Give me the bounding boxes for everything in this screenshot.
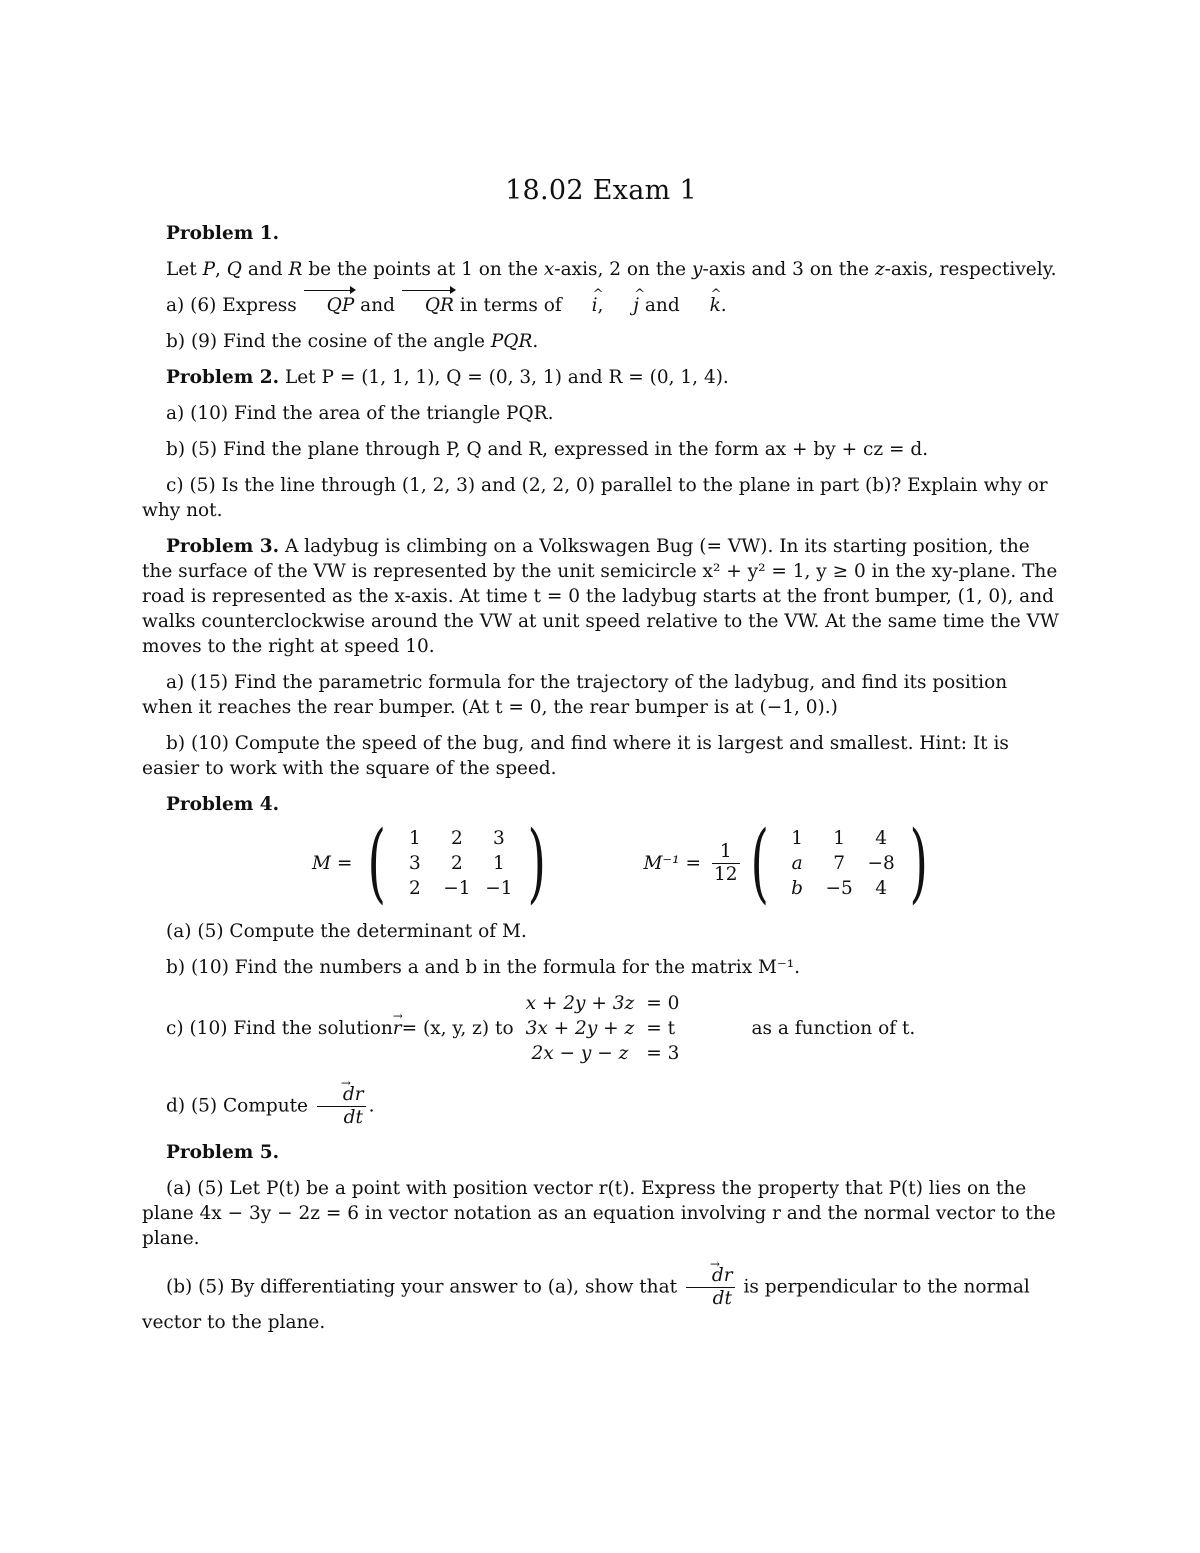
vector-qp: QP	[303, 293, 355, 318]
problem-2-part-c: c) (5) Is the line through (1, 2, 3) and (2, 2, 0) parallel to the plane in part (b)? Explain why or why not.	[142, 475, 1048, 521]
problem-4-part-c: c) (10) Find the solution r → = (x, y, z) to x + 2y + 3z = 0 3x + 2y + z = t 2x − y − z = 3 as a function of t.	[142, 991, 1060, 1066]
matrix-minv-cell: b	[791, 877, 803, 899]
problem-1-part-b: b) (9) Find the cosine of the angle PQR.	[166, 331, 539, 352]
matrix-m-row	[394, 826, 520, 851]
matrix-minv-cell: a	[791, 852, 803, 874]
matrix-minv-row	[776, 826, 902, 851]
problem-5-part-b: (b) (5) By differentiating your answer to (a), show that $\frac{dr \to}{dt}$ is perpendicular to the normal vector to the plane.	[142, 1265, 1060, 1335]
equation-lhs: 3x + 2y + z	[525, 1018, 635, 1039]
matrix-minv-cell: 4	[875, 827, 887, 849]
equation-lhs: x + 2y + 3z	[525, 993, 635, 1014]
matrix-minv-cell: 1	[833, 827, 845, 849]
matrix-minv-cell: 4	[875, 877, 887, 899]
problem-2-part-a: a) (10) Find the area of the triangle PQR.	[166, 403, 554, 424]
page-title: 18.02 Exam 1	[505, 175, 697, 206]
equation-rhs: = t	[646, 1018, 676, 1039]
vector-qr: QR	[401, 293, 454, 318]
matrix-m-cell: 1	[493, 852, 505, 874]
matrix-m-cell: 3	[493, 827, 505, 849]
matrix-m-cell: −1	[485, 877, 513, 899]
equation-lhs: 2x − y − z	[531, 1043, 629, 1064]
problem-2-intro: Problem 2. Let P = (1, 1, 1), Q = (0, 3, 1) and R = (0, 1, 4).	[166, 367, 729, 388]
problem-4-part-a: (a) (5) Compute the determinant of M.	[166, 921, 527, 942]
minv-fraction: $\frac{1}{12}$	[713, 840, 738, 885]
problem-4-heading: Problem 4.	[166, 794, 280, 815]
matrix-m-row	[394, 876, 520, 901]
matrix-minv-cell: 7	[833, 852, 845, 874]
matrix-minv-row	[776, 851, 902, 876]
system-equation	[520, 991, 686, 1016]
problem-1-heading: Problem 1.	[166, 223, 280, 244]
problem-4-part-d: d) (5) Compute $\frac{dr \to}{dt}$ .	[142, 1084, 1060, 1129]
matrix-m-cell: 2	[409, 877, 421, 899]
matrix-row: M = ( 1 2 3 3 2 1 2 −1 −1 ) M⁻¹ = $\frac{1}{12}$ ( 1 1 4 a 7 −8 b −5 4 )	[312, 813, 929, 913]
problem-5-part-a: (a) (5) Let P(t) be a point with position vector r(t). Express the property that P(t) lies on the plane 4x − 3y − 2z = 6 in vector notation as an equation involving r and the normal vector to the plane.	[142, 1178, 1056, 1249]
matrix-minv-cell: −5	[825, 877, 853, 899]
matrix-m-cell: 3	[409, 852, 421, 874]
problem-3-intro: Problem 3. A ladybug is climbing on a Volkswagen Bug (= VW). In its starting position, the the surface of the VW is represented by the unit semicircle x² + y² = 1, y ≥ 0 in the xy-plane. The road is represented as the x-axis. At time t = 0 the ladybug starts at the front bumper, (1, 0), and walks counterclockwise around the VW at unit speed relative to the VW. At the same time the VW moves to the right at speed 10.	[142, 536, 1059, 657]
equation-rhs: = 0	[646, 993, 680, 1014]
matrix-m-cell: 2	[451, 827, 463, 849]
matrix-m-row	[394, 851, 520, 876]
matrix-minv-label: M⁻¹ =	[643, 852, 701, 874]
matrix-minv-cell: −8	[867, 852, 895, 874]
problem-3-part-a: a) (15) Find the parametric formula for the trajectory of the ladybug, and find its position when it reaches the rear bumper. (At t = 0, the rear bumper is at (−1, 0).)	[142, 672, 1008, 718]
problem-5-heading: Problem 5.	[166, 1142, 280, 1163]
matrix-minv-cell: 1	[791, 827, 803, 849]
problem-4-part-b: b) (10) Find the numbers a and b in the formula for the matrix M⁻¹.	[166, 957, 801, 978]
system-equation	[520, 1041, 686, 1066]
exam-page	[142, 175, 1060, 1346]
equation-rhs: = 3	[646, 1043, 680, 1064]
matrix-m-cell: −1	[443, 877, 471, 899]
system-equation	[520, 1016, 686, 1041]
problem-3-part-b: b) (10) Compute the speed of the bug, and find where it is largest and smallest. Hint: It is easier to work with the square of the speed.	[142, 733, 1009, 779]
matrix-m-label: M =	[312, 852, 353, 874]
problem-1-intro: Let P, Q and R be the points at 1 on the x-axis, 2 on the y-axis and 3 on the z-axis, respectively.	[166, 259, 1057, 280]
matrix-m	[394, 826, 520, 901]
matrix-minv	[776, 826, 902, 901]
linear-system	[520, 991, 686, 1066]
matrix-m-cell: 2	[451, 852, 463, 874]
problem-2-part-b: b) (5) Find the plane through P, Q and R, expressed in the form ax + by + cz = d.	[166, 439, 929, 460]
matrix-m-cell: 1	[409, 827, 421, 849]
matrix-minv-row	[776, 876, 902, 901]
problem-1-part-a: a) (6) Express QP and QR in terms of i ^, j ^ and k ^.	[142, 293, 1060, 318]
